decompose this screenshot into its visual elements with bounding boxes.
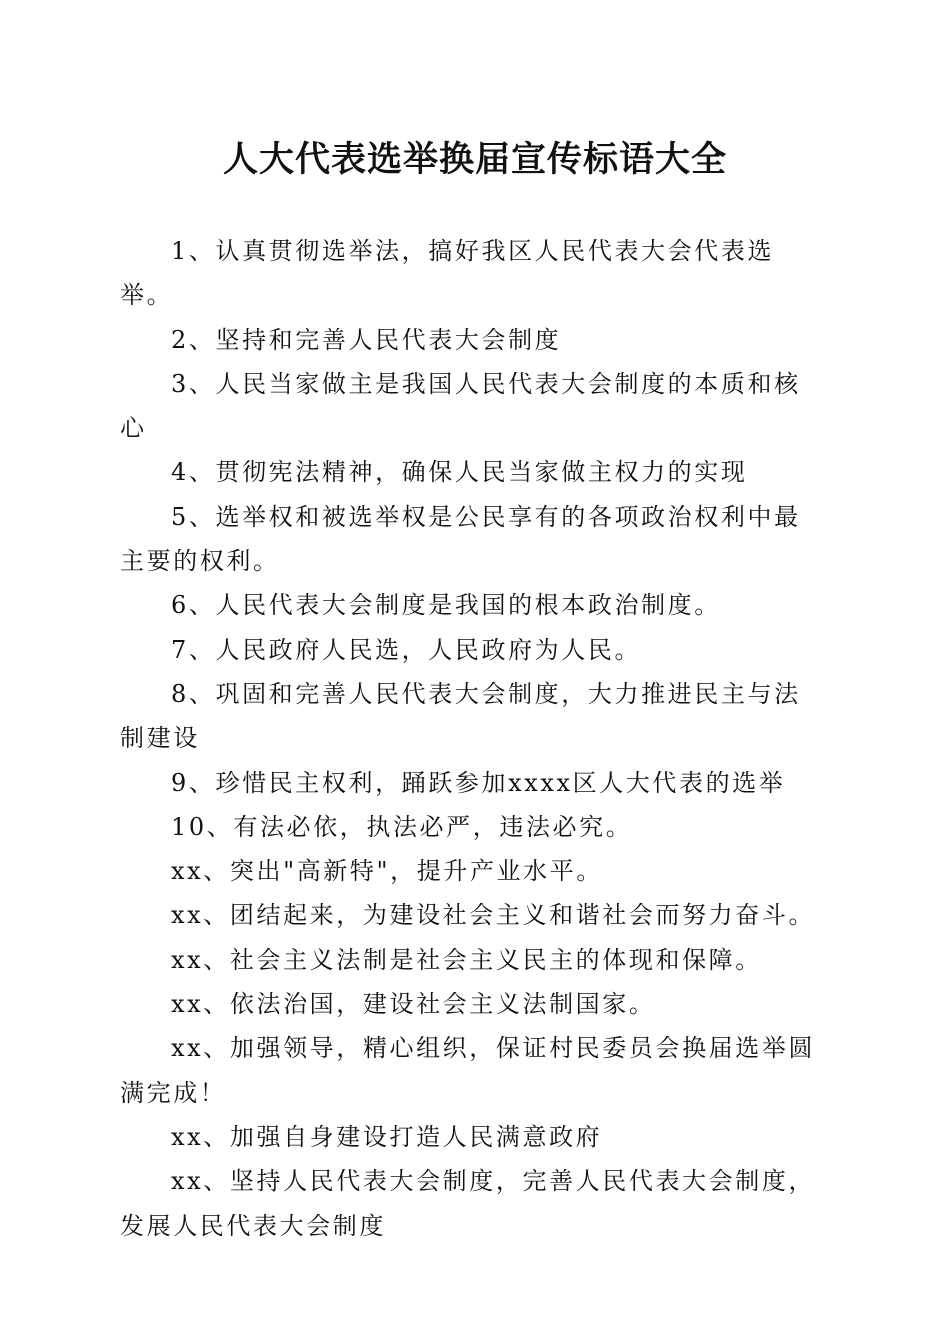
slogan-item: xx、加强自身建设打造人民满意政府 — [171, 1122, 603, 1151]
slogan-item: 9、珍惜民主权利，踊跃参加xxxx区人大代表的选举 — [171, 768, 786, 797]
slogan-item: 4、贯彻宪法精神，确保人民当家做主权力的实现 — [171, 458, 748, 487]
slogan-item: xx、加强领导，精心组织，保证村民委员会换届选举圆满完成！ — [120, 1034, 816, 1107]
slogan-item: 6、人民代表大会制度是我国的根本政治制度。 — [171, 591, 721, 620]
slogan-list — [120, 229, 826, 1248]
slogan-item: xx、坚持人民代表大会制度，完善人民代表大会制度，发展人民代表大会制度 — [120, 1167, 816, 1240]
slogan-item: 10、有法必依，执法必严，违法必究。 — [171, 812, 633, 841]
slogan-item: 7、人民政府人民选，人民政府为人民。 — [171, 635, 642, 664]
slogan-item: xx、依法治国，建设社会主义法制国家。 — [171, 990, 656, 1019]
slogan-item: 1、认真贯彻选举法，搞好我区人民代表大会代表选举。 — [120, 237, 775, 310]
slogan-item: 5、选举权和被选举权是公民享有的各项政治权利中最主要的权利。 — [120, 502, 801, 576]
slogan-item: 8、巩固和完善人民代表大会制度，大力推进民主与法制建设 — [120, 679, 801, 753]
slogan-item: 2、坚持和完善人民代表大会制度 — [171, 325, 562, 354]
slogan-item: xx、团结起来，为建设社会主义和谐社会而努力奋斗。 — [171, 901, 816, 930]
slogan-item: xx、社会主义法制是社会主义民主的体现和保障。 — [171, 945, 762, 974]
slogan-item: xx、突出"高新特"，提升产业水平。 — [171, 857, 603, 886]
slogan-item: 3、人民当家做主是我国人民代表大会制度的本质和核心 — [120, 369, 801, 443]
page-title: 人大代表选举换届宣传标语大全 — [222, 139, 727, 180]
